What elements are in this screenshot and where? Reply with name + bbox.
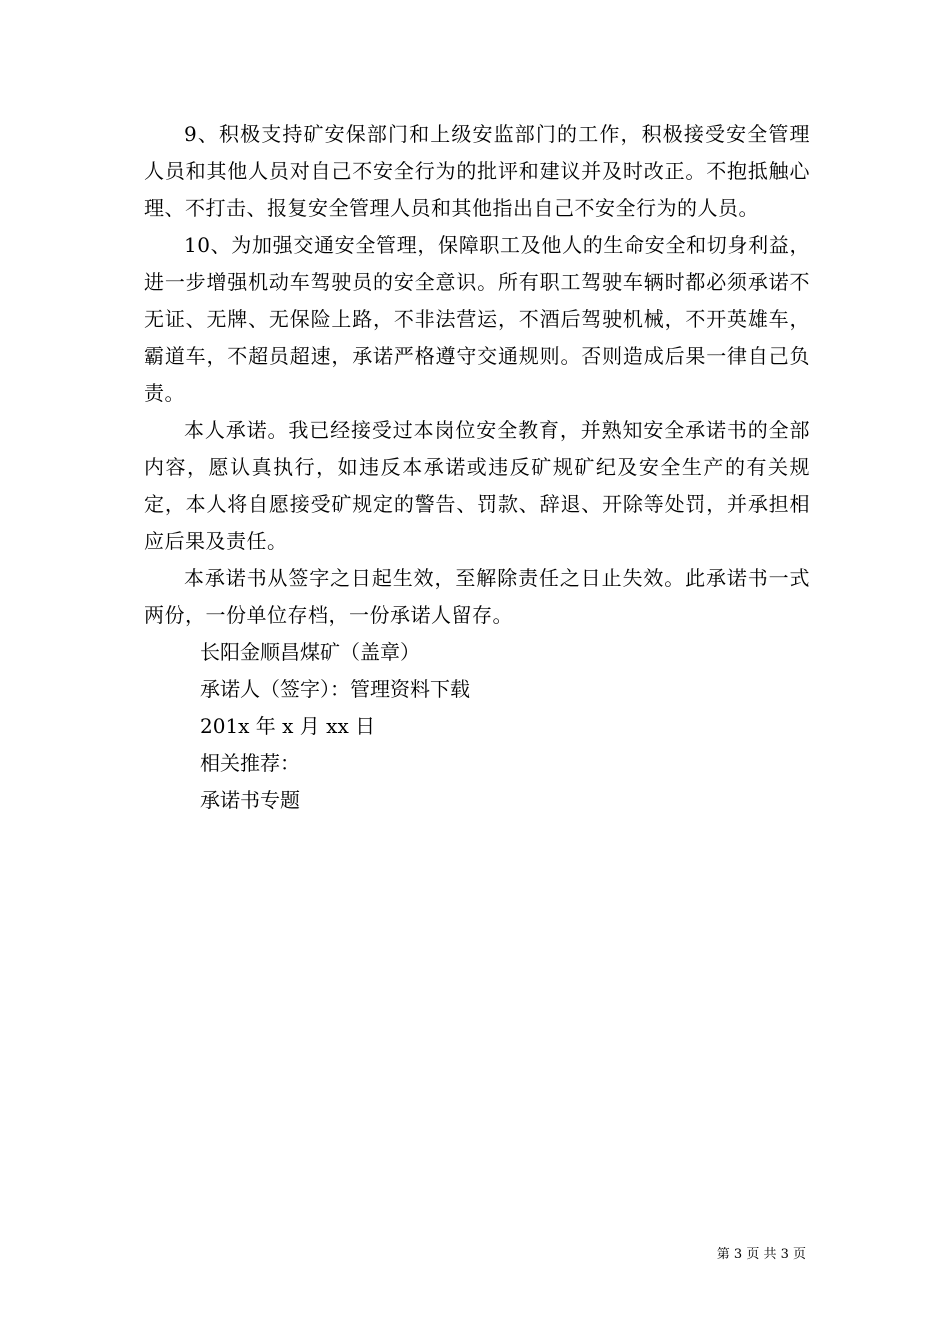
paragraph-item-10: 10、为加强交通安全管理，保障职工及他人的生命安全和切身利益，进一步增强机动车驾驶员的安全意识。所有职工驾驶车辆时都必须承诺不无证、无牌、无保险上路，不非法营运，不酒后驾驶机械，不开英雄车，霸道车，不超员超速，承诺严格遵守交通规则。否则造成后果一律自己负责。 xyxy=(144,233,810,405)
paragraph-validity: 本承诺书从签字之日起生效，至解除责任之日止失效。此承诺书一式两份，一份单位存档，一份承诺人留存。 xyxy=(144,566,810,627)
page-number: 第 3 页 共 3 页 xyxy=(716,1247,806,1262)
date-line: 201x 年 x 月 xx 日 xyxy=(200,714,376,738)
signer-line: 承诺人（签字）：管理资料下载 xyxy=(200,677,470,701)
related-link[interactable]: 承诺书专题 xyxy=(200,788,300,812)
document-body xyxy=(144,116,810,819)
related-label: 相关推荐： xyxy=(200,751,300,775)
paragraph-item-9: 9、积极支持矿安保部门和上级安监部门的工作，积极接受安全管理人员和其他人员对自己不安全行为的批评和建议并及时改正。不抱抵触心理、不打击、报复安全管理人员和其他指出自己不安全行为的人员。 xyxy=(144,122,810,220)
paragraph-commitment: 本人承诺。我已经接受过本岗位安全教育，并熟知安全承诺书的全部内容，愿认真执行，如违反本承诺或违反矿规矿纪及安全生产的有关规定，本人将自愿接受矿规定的警告、罚款、辞退、开除等处罚，并承担相应后果及责任。 xyxy=(144,418,810,553)
company-seal-line: 长阳金顺昌煤矿（盖章） xyxy=(200,640,420,664)
